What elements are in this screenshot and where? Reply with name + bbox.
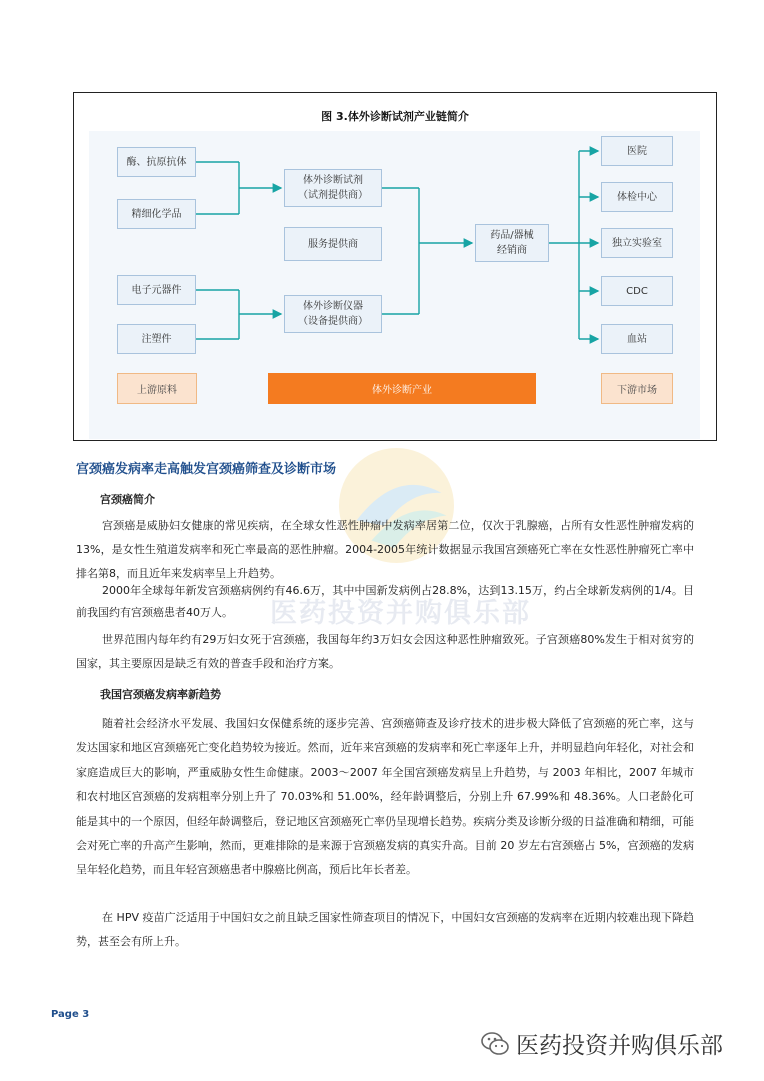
paragraph: 世界范围内每年约有29万妇女死于宫颈癌，我国每年约3万妇女会因这种恶性肿瘤致死。子宫颈癌80%发生于相对贫穷的国家，其主要原因是缺乏有效的普查手段和治疗方案。 — [76, 633, 694, 670]
distributor: 药品/器械 经销商 — [475, 224, 549, 262]
downstream-independent-lab: 独立实验室 — [601, 228, 673, 258]
upstream-fine-chemicals: 精细化学品 — [117, 199, 196, 229]
paragraph: 宫颈癌是威胁妇女健康的常见疾病，在全球女性恶性肿瘤中发病率居第二位，仅次于乳腺癌，占所有女性恶性肿瘤发病的13%，是女性生殖道发病率和死亡率最高的恶性肿瘤。2004-2005年统计数据显示我国宫颈癌死亡率在女性恶性肿瘤死亡率中排名第8，而且近年来发病率呈上升趋势。 — [76, 519, 694, 580]
watermark-text: 医药投资并购俱乐部 — [270, 598, 531, 629]
footer-brand — [480, 1027, 723, 1060]
section-title: 宫颈癌发病率走高触发宫颈癌筛查及诊断市场 — [76, 462, 337, 477]
paragraph: 2000年全球每年新发宫颈癌病例约有46.6万，其中中国新发病例占28.8%，达到13.15万，约占全球新发病例的1/4。目前我国约有宫颈癌患者40万人。 — [76, 584, 694, 619]
downstream-cdc: CDC — [601, 276, 673, 306]
service-provider: 服务提供商 — [284, 227, 382, 261]
paragraph: 随着社会经济水平发展、我国妇女保健系统的逐步完善、宫颈癌筛查及诊疗技术的进步极大降低了宫颈癌的死亡率，这与发达国家和地区宫颈癌死亡变化趋势较为接近。然而，近年来宫颈癌的发病率和死亡率逐年上升，并明显趋向年轻化，对社会和家庭造成巨大的影响，严重威胁女性生命健康。2003～2007 年全国宫颈癌发病呈上升趋势，与 2003 年相比，2007 年城市和农村地区宫颈癌的发病粗率分别上升了 70.03%和 51.00%，经年龄调整后，分别上升 67.99%和 48.36%。人口老龄化可能是其中的一个原因，但经年龄调整后，登记地区宫颈癌死亡率仍呈现增长趋势。疾病分类及诊断分级的日益准确和精细，可能会对死亡率的升高产生影响，然而，更难排除的是来源于宫颈癌发病的真实升高。目前 20 岁左右宫颈癌占 5%，宫颈癌的发病呈年轻化趋势，而且年轻宫颈癌患者中腺癌比例高，预后比年长者差。 — [76, 717, 694, 877]
reagent-provider: 体外诊断试剂 （试剂提供商） — [284, 169, 382, 207]
upstream-enzyme-antibody: 酶、抗原抗体 — [117, 147, 196, 177]
paragraph: 在 HPV 疫苗广泛适用于中国妇女之前且缺乏国家性筛查项目的情况下，中国妇女宫颈癌的发病率在近期内较难出现下降趋势，甚至会有所上升。 — [76, 911, 694, 948]
upstream-injection-parts: 注塑件 — [117, 324, 196, 354]
downstream-hospital: 医院 — [601, 136, 673, 166]
wechat-icon — [480, 1030, 510, 1058]
upstream-materials-label: 上游原料 — [117, 373, 197, 404]
downstream-blood-station: 血站 — [601, 324, 673, 354]
page-number: Page 3 — [51, 1009, 90, 1020]
downstream-market-label: 下游市场 — [601, 373, 673, 404]
diagram-panel — [89, 131, 700, 439]
industry-chain-figure — [73, 92, 717, 441]
ivd-industry-label: 体外诊断产业 — [268, 373, 536, 404]
upstream-electronic-components: 电子元器件 — [117, 275, 196, 305]
subsection-title-intro: 宫颈癌简介 — [100, 493, 155, 506]
subsection-title-trend: 我国宫颈癌发病率新趋势 — [100, 688, 221, 701]
figure-title: 图 3.体外诊断试剂产业链简介 — [321, 110, 469, 123]
footer-brand-text: 医药投资并购俱乐部 — [516, 1033, 723, 1059]
downstream-checkup-center: 体检中心 — [601, 182, 673, 212]
instrument-provider: 体外诊断仪器 （设备提供商） — [284, 295, 382, 333]
